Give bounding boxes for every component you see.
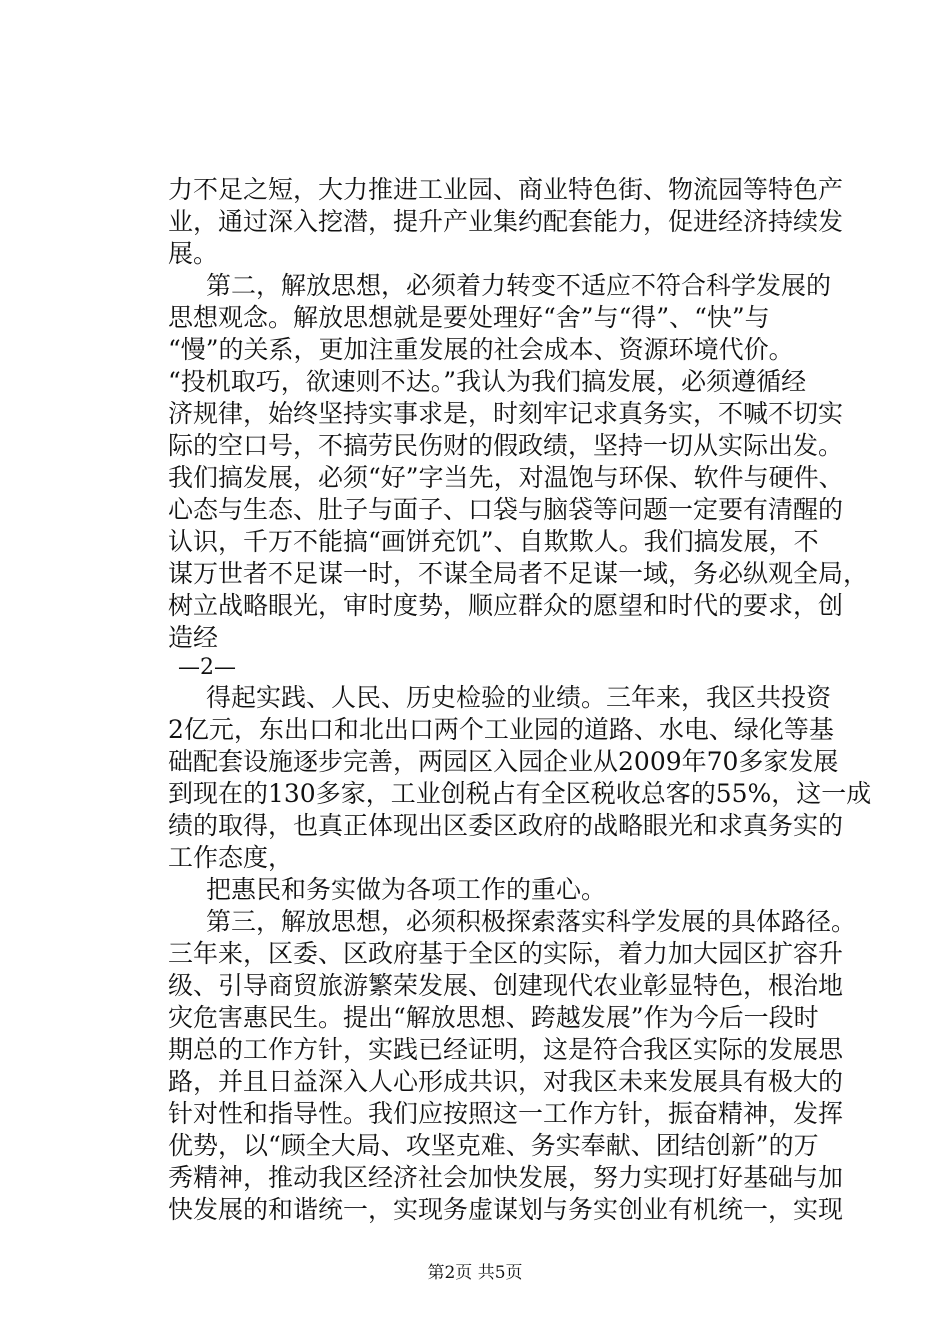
text-line: 灾危害惠民生。提出“解放思想、跨越发展”作为今后一段时: [168, 1003, 819, 1032]
text-line: “投机取巧，欲速则不达。”我认为我们搞发展，必须遵循经: [168, 367, 807, 396]
inline-page-number: —2—: [178, 655, 236, 680]
text-line: 工作态度，: [168, 843, 294, 872]
text-line: 三年来，区委、区政府基于全区的实际，着力加大园区扩容升: [168, 939, 844, 968]
text-line: 级、引导商贸旅游繁荣发展、创建现代农业彰显特色，根治地: [168, 971, 844, 1000]
text-line: 力不足之短，大力推进工业园、商业特色街、物流园等特色产: [168, 175, 844, 204]
text-line: 心态与生态、肚子与面子、口袋与脑袋等问题一定要有清醒的: [168, 495, 844, 524]
text-line: 到现在的130多家，工业创税占有全区税收总客的55%，这一成: [168, 779, 872, 808]
text-line: 得起实践、人民、历史检验的业绩。三年来，我区共投资: [206, 683, 832, 712]
text-line: 把惠民和务实做为各项工作的重心。: [206, 875, 607, 904]
text-line: 础配套设施逐步完善，两园区入园企业从2009年70多家发展: [168, 747, 839, 776]
page-footer: 第2页 共5页: [427, 1263, 523, 1283]
text-line: 快发展的和谐统一，实现务虚谋划与务实创业有机统一，实现: [168, 1195, 844, 1224]
text-line: 期总的工作方针，实践已经证明，这是符合我区实际的发展思: [168, 1035, 844, 1064]
text-line: 造经: [168, 623, 219, 652]
text-line: 谋万世者不足谋一时，不谋全局者不足谋一域，务必纵观全局，: [168, 559, 869, 588]
text-line: 展。: [168, 239, 219, 268]
text-line: 第二，解放思想，必须着力转变不适应不符合科学发展的: [206, 271, 832, 300]
text-line: 路，并且日益深入人心形成共识，对我区未来发展具有极大的: [168, 1067, 844, 1096]
text-line: 优势，以“顾全大局、攻坚克难、务实奉献、团结创新”的万: [168, 1131, 819, 1160]
text-line: 思想观念。解放思想就是要处理好“舍”与“得”、“快”与: [168, 303, 770, 332]
text-line: 树立战略眼光，审时度势，顺应群众的愿望和时代的要求，创: [168, 591, 844, 620]
text-line: “慢”的关系，更加注重发展的社会成本、资源环境代价。: [168, 335, 794, 364]
text-line: 2亿元，东出口和北出口两个工业园的道路、水电、绿化等基: [168, 715, 834, 744]
text-line: 第三，解放思想，必须积极探索落实科学发展的具体路径。: [206, 907, 857, 936]
text-line: 济规律，始终坚持实事求是，时刻牢记求真务实，不喊不切实: [168, 399, 844, 428]
text-line: 秀精神，推动我区经济社会加快发展，努力实现打好基础与加: [168, 1163, 844, 1192]
text-line: 认识，千万不能搞“画饼充饥”、自欺欺人。我们搞发展，不: [168, 527, 819, 556]
text-line: 业，通过深入挖潜，提升产业集约配套能力，促进经济持续发: [168, 207, 844, 236]
text-line: 际的空口号，不搞劳民伤财的假政绩，坚持一切从实际出发。: [168, 431, 844, 460]
text-line: 我们搞发展，必须“好”字当先，对温饱与环保、软件与硬件、: [168, 463, 844, 492]
text-line: 绩的取得，也真正体现出区委区政府的战略眼光和求真务实的: [168, 811, 844, 840]
text-line: 针对性和指导性。我们应按照这一工作方针，振奋精神，发挥: [168, 1099, 844, 1128]
